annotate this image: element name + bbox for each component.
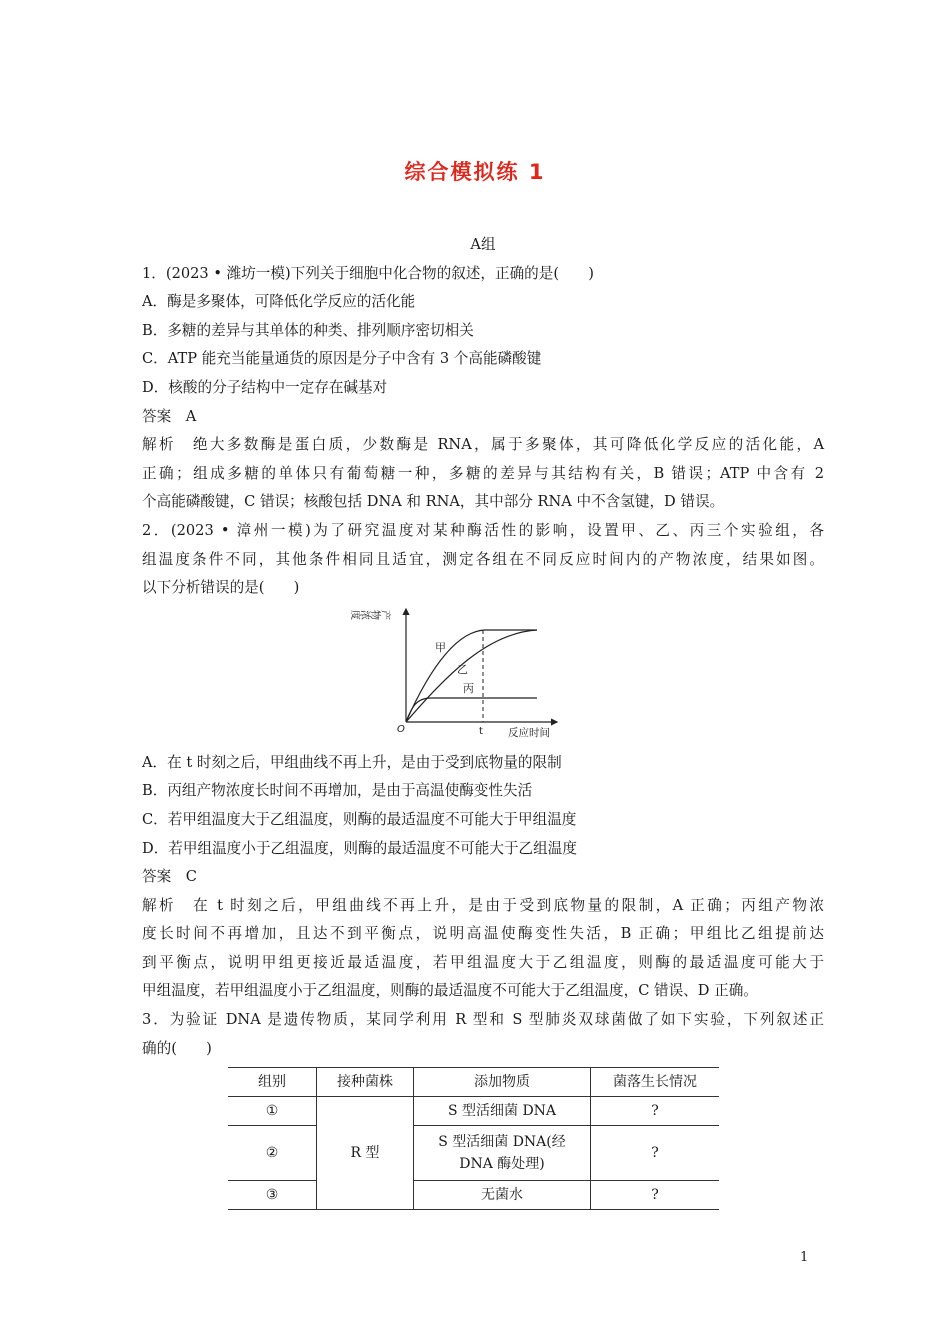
group-cell: ① (228, 1097, 317, 1126)
q2-option-c: C．若甲组温度大于乙组温度，则酶的最适温度不可能大于甲组温度 (142, 810, 577, 828)
origin-label: O (397, 723, 405, 735)
q1-option-b: B．多糖的差异与其单体的种类、排列顺序密切相关 (142, 321, 474, 339)
page-number: 1 (800, 1250, 809, 1265)
page-title: 综合模拟练 1 (404, 160, 546, 184)
table-header: 菌落生长情况 (591, 1068, 720, 1097)
q1-answer: 答案 A (142, 407, 197, 425)
q1-analysis-line: 正确；组成多糖的单体只有葡萄糖一种，多糖的差异与其结构有关，B 错误；ATP 中含有 2 (142, 464, 824, 482)
q3-stem-line: 确的( ) (142, 1039, 212, 1057)
q1-analysis-line: 个高能磷酸键，C 错误；核酸包括 DNA 和 RNA，其中部分 RNA 中不含氢键，D 错误。 (142, 493, 725, 511)
experiment-table (228, 1067, 719, 1210)
q3-stem-line: 3．为验证 DNA 是遗传物质，某同学利用 R 型和 S 型肺炎双球菌做了如下实验，下列叙述正 (142, 1011, 824, 1029)
table-row (228, 1181, 719, 1210)
q1-analysis-line: 解析 绝大多数酶是蛋白质，少数酶是 RNA，属于多聚体，其可降低化学反应的活化能，A (142, 436, 824, 454)
q2-analysis-line: 度长时间不再增加，且达不到平衡点，说明高温使酶变性失活，B 正确；甲组比乙组提前达 (142, 925, 824, 943)
q2-stem-line: 2．(2023 • 漳州一模)为了研究温度对某种酶活性的影响，设置甲、乙、丙三个实验组，各 (142, 521, 824, 539)
t-tick-label: t (479, 725, 483, 737)
document-body (142, 231, 824, 1210)
table-header-row (228, 1068, 719, 1097)
q2-figure (142, 603, 824, 749)
curve-jia (406, 630, 537, 722)
q2-analysis-line: 到平衡点，说明甲组更接近最适温度，若甲组温度大于乙组温度，则酶的最适温度可能大于 (142, 953, 824, 971)
table-header: 接种菌株 (317, 1068, 414, 1097)
curve-yi (406, 630, 537, 722)
q2-stem-line: 组温度条件不同，其他条件相同且适宜，测定各组在不同反应时间内的产物浓度，结果如图。 (142, 550, 824, 568)
q1-option-c: C．ATP 能充当能量通货的原因是分子中含有 3 个高能磷酸键 (142, 350, 542, 368)
q2-stem-line: 以下分析错误的是( ) (142, 579, 300, 597)
growth-cell: ? (591, 1181, 720, 1210)
growth-cell: ? (591, 1097, 720, 1126)
q2-option-d: D．若甲组温度小于乙组温度，则酶的最适温度不可能大于乙组温度 (142, 839, 577, 857)
q1-stem: 1．(2023 • 潍坊一模)下列关于细胞中化合物的叙述，正确的是( ) (142, 264, 594, 282)
table-row (228, 1126, 719, 1181)
q2-option-b: B．丙组产物浓度长时间不再增加，是由于高温使酶变性失活 (142, 782, 533, 800)
q2-answer: 答案 C (142, 868, 197, 886)
enzyme-chart (351, 603, 567, 741)
group-cell: ② (228, 1126, 317, 1181)
group-cell: ③ (228, 1181, 317, 1210)
x-axis-label: 反应时间 (508, 726, 550, 739)
table-header: 组别 (228, 1068, 317, 1097)
growth-cell: ? (591, 1126, 720, 1181)
table-row (228, 1097, 719, 1126)
q1-option-d: D．核酸的分子结构中一定存在碱基对 (142, 378, 388, 396)
substance-cell: S 型活细菌 DNA(经 DNA 酶处理) (414, 1126, 591, 1181)
table-header: 添加物质 (414, 1068, 591, 1097)
strain-cell: R 型 (317, 1097, 414, 1210)
q2-analysis-line: 解析 在 t 时刻之后，甲组曲线不再上升，是由于受到底物量的限制，A 正确；丙组产物浓 (142, 896, 824, 914)
q2-option-a: A．在 t 时刻之后，甲组曲线不再上升，是由于受到底物量的限制 (142, 753, 562, 771)
label-yi: 乙 (457, 662, 468, 676)
substance-cell: S 型活细菌 DNA (414, 1097, 591, 1126)
q2-analysis-line: 甲组温度，若甲组温度小于乙组温度，则酶的最适温度不可能大于乙组温度，C 错误、D 正确。 (142, 982, 758, 1000)
substance-cell: 无菌水 (414, 1181, 591, 1210)
y-axis-label: 产物浓度 (351, 607, 391, 619)
curve-bing (406, 698, 537, 722)
label-bing: 丙 (463, 681, 474, 695)
q1-option-a: A．酶是多聚体，可降低化学反应的活化能 (142, 293, 416, 311)
label-jia: 甲 (435, 640, 446, 654)
group-heading: A组 (470, 236, 496, 253)
